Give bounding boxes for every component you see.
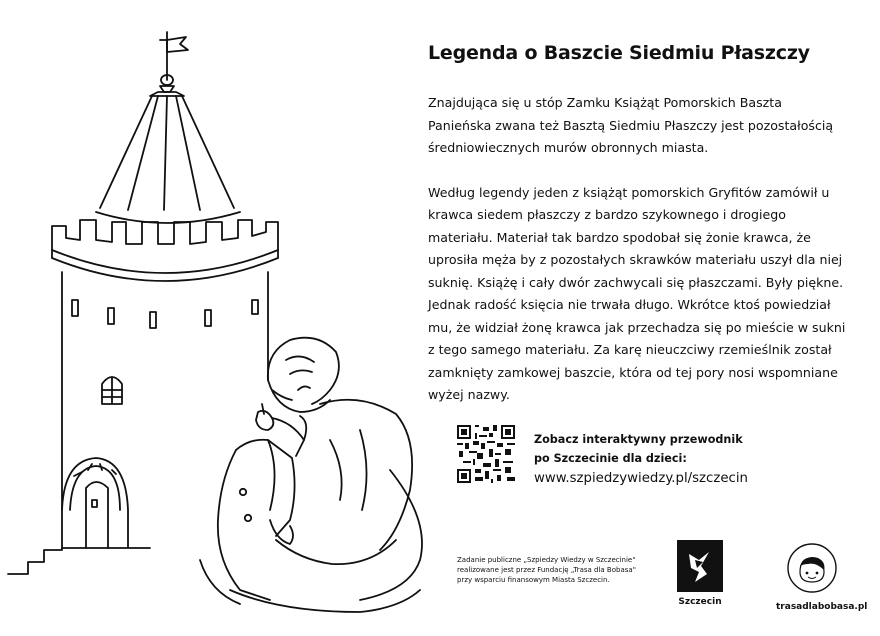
story-paragraph-legend: Według legendy jeden z książąt pomorskich Gryfitów zamówił u krawca siedem płaszczy z bardzo szykownego i drogiego materiału. Materiał tak bardzo spodobał się żonie krawca, że uprosiła męża by z pozostałych skrawków materiału uszył dla niej suknię. Książę i cały dwór zachwycali się płaszczami. Były piękne. Jednak radość księcia nie trwała długo. Wkrótce ktoś powiedział mu, że widział żonę krawca jak przechadza się po mieście w sukni z tego samego materiału. Za karę nieuczciwy rzemieślnik został zamknięty zamkowej baszcie, która od tej pory nosi wspomniane wyżej nazwy. [428,184,846,402]
story-paragraph-intro: Znajdująca się u stóp Zamku Książąt Pomorskich Baszta Panieńska zwana też Basztą Siedmiu Płaszczy jest pozostałością średniowiecznych murów obronnych miasta. [428,95,834,155]
trasa-dla-bobasa-logo-icon [786,542,838,594]
legend-story [428,92,848,429]
guide-line-1: Zobacz interaktywny przewodnik [534,433,743,446]
funding-line-3: przy wsparciu finansowym Miasta Szczecin. [457,576,610,584]
interactive-guide-info [534,430,854,488]
qr-code-icon[interactable] [457,425,515,483]
trasa-dla-bobasa-text[interactable]: trasadlabobasa.pl [776,602,868,612]
szczecin-logo [677,540,723,616]
funding-note [457,555,657,585]
trasa-dla-bobasa-logo [776,542,868,612]
funding-line-1: Zadanie publiczne „Szpiedzy Wiedzy w Szczecinie" [457,556,636,564]
guide-url-link[interactable]: www.szpiedzywiedzy.pl/szczecin [534,471,748,486]
szczecin-logo-icon [677,540,723,592]
guide-line-2: po Szczecinie dla dzieci: [534,452,687,465]
szczecin-logo-text: Szczecin [678,597,722,607]
page-title: Legenda o Baszcie Siedmiu Płaszczy [428,42,810,64]
funding-line-2: realizowane jest przez Fundację „Trasa dla Bobasa" [457,566,636,574]
